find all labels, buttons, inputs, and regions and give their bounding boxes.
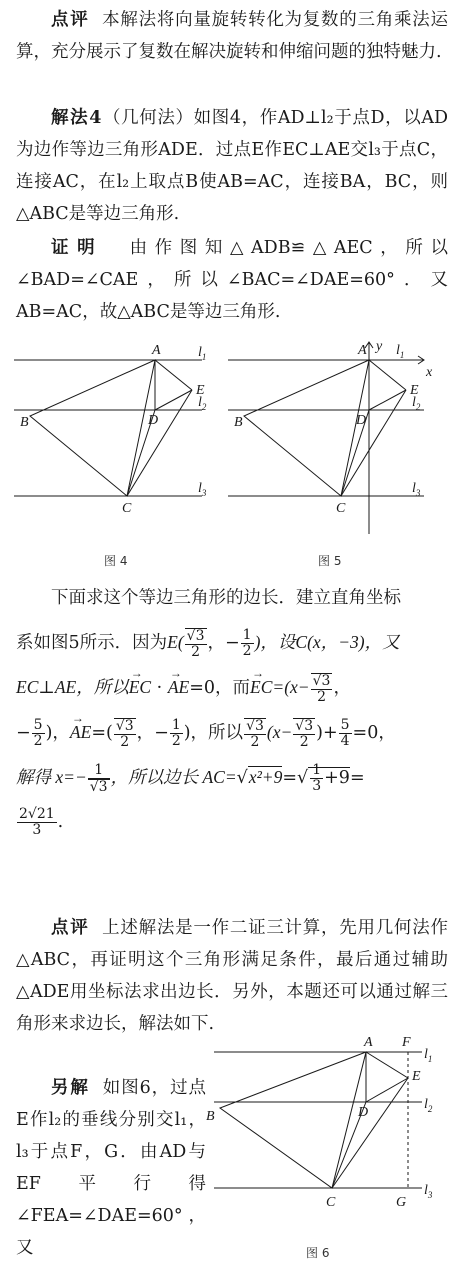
fig6-label-D: D [358, 1105, 369, 1120]
frac-sqrt3-over-2: $\frac{√3}{2}$ [186, 627, 205, 660]
fig4-label-B: B [20, 415, 29, 430]
comment-paragraph-2 [16, 912, 448, 1040]
comment-tag: 点评 [51, 10, 90, 30]
fig4-label-E: E [196, 383, 205, 398]
fig5-label-C: C [336, 501, 346, 516]
fig5-label-D: D [356, 413, 367, 428]
fig4-label-l1: $l_1$ [198, 345, 207, 362]
comment-text: 本解法将向量旋转转化为复数的三角乘法运算，充分展示了复数在解决旋转和伸缩问题的独特魅力. [16, 10, 449, 62]
fig4-label-C: C [122, 501, 132, 516]
coord-line-6: $\frac{2√21}{3}$ . [19, 806, 64, 838]
comment-paragraph-1 [16, 4, 448, 68]
figure-6-caption: 图 6 [306, 1246, 330, 1260]
fig6-label-l1: $l_1$ [424, 1047, 433, 1064]
fig6-label-l3: $l_3$ [424, 1183, 433, 1200]
solution-4-paragraph [16, 102, 448, 230]
alternative-solution-paragraph [16, 1072, 206, 1264]
vector-EC: → EC [129, 665, 151, 709]
coord-line-4: − $\frac{5}{2}$ )，→ AE=( $\frac{√3}{2}$ ，− $\frac{1}{2}$ )，所以 $\frac{√3}{2}$ (x− $\frac{√3}{2}$ )+ $\frac{5}{4}$ =0， [16, 710, 448, 755]
coord-line-3: EC⊥AE，所以→ EC · → AE=0，而→ EC=(x− $\frac{√3}{2}$ ， [16, 665, 448, 710]
frac-result: $\frac{2√21}{3}$ [19, 806, 55, 838]
fig6-label-C: C [326, 1195, 336, 1210]
fig5-label-l3: $l_3$ [412, 481, 421, 498]
comment-text-2: 上述解法是一作二证三计算，先用几何法作△ABC，再证明这个三角形满足条件，最后通过辅助△ADE用坐标法求出边长．另外，本题还可以通过解三角形来求边长，解法如下. [16, 918, 449, 1034]
fig6-label-A: A [364, 1035, 373, 1050]
fig5-label-l2: $l_2$ [412, 395, 421, 412]
fig6-label-E: E [412, 1069, 421, 1084]
fig6-label-F: F [402, 1035, 411, 1050]
vector-AE: → AE [168, 665, 189, 709]
fig5-label-E: E [410, 383, 419, 398]
fig4-label-l3: $l_3$ [198, 481, 207, 498]
coordinate-paragraph [16, 576, 448, 844]
coord-line-5: 解得 x=− $\frac{1}{√3}$ ，所以边长 AC=√x²+9=√ $\frac{1}{3}$ +9= [16, 761, 365, 795]
fig5-label-l1: $l_1$ [396, 343, 405, 360]
proof-tag: 证明 [51, 238, 104, 258]
fig6-label-B: B [206, 1109, 215, 1124]
solution-subtitle: （几何法） [102, 108, 194, 128]
fig4-label-A: A [152, 343, 161, 358]
comment-tag-2: 点评 [51, 918, 90, 938]
figure-4 [14, 338, 219, 538]
coord-line-2: 系如图5所示．因为E( $\frac{√3}{2}$ ，− $\frac{1}{2}$ )，设C(x，−3)，又 [16, 627, 400, 660]
alt-text: 如图6，过点E作l₂的垂线分别交l₁，l₃于点F，G．由AD与EF平行得∠FEA=∠DAE=60°，又 [16, 1078, 206, 1258]
fig6-label-l2: $l_2$ [424, 1097, 433, 1114]
solution-text: 如图4，作AD⊥l₂于点D，以AD为边作等边三角形ADE．过点E作EC⊥AE交l₃于点C，连接AC，在l₂上取点B使AB=AC，连接BA，BC，则△ABC是等边三角形. [16, 108, 449, 224]
proof-paragraph [16, 232, 448, 328]
figure-4-caption: 图 4 [104, 554, 128, 568]
vector-AE-2: → AE [70, 710, 91, 754]
fig4-label-l2: $l_2$ [198, 395, 207, 412]
figure-5-caption: 图 5 [318, 554, 342, 568]
vector-EC-2: → EC [250, 665, 272, 709]
frac-1-over-2: $\frac{1}{2}$ [242, 627, 252, 659]
alt-tag: 另解 [51, 1078, 90, 1098]
fig5-label-x: x [426, 365, 433, 380]
fig5-label-y: y [376, 339, 383, 354]
solution-tag: 解法4 [51, 108, 103, 128]
fig6-label-G: G [396, 1195, 407, 1210]
figure-6 [206, 1030, 446, 1230]
coord-line-1: 下面求这个等边三角形的边长．建立直角坐标 [51, 588, 401, 608]
fig4-label-D: D [148, 413, 159, 428]
figure-5 [228, 338, 450, 538]
proof-text: 由作图知△ADB≌△AEC，所以∠BAD=∠CAE，所以∠BAC=∠DAE=60°．又AB=AC，故△ABC是等边三角形. [16, 238, 448, 322]
fig5-label-A: A [358, 343, 367, 358]
fig5-label-B: B [234, 415, 243, 430]
